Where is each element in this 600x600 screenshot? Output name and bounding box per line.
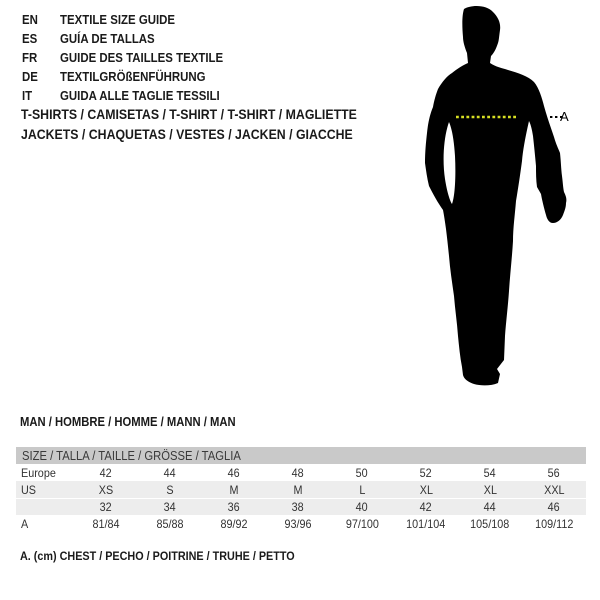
cell-text: 93/96 <box>284 516 312 531</box>
cell-text: 56 <box>547 465 561 480</box>
table-cell <box>138 517 202 531</box>
cell-text: 85/88 <box>156 516 184 531</box>
language-code-text: FR <box>22 50 38 65</box>
table-cell <box>394 466 458 480</box>
table-cell <box>266 466 330 480</box>
table-cell <box>522 500 586 514</box>
cell-text: 52 <box>419 465 433 480</box>
table-cell <box>138 483 202 497</box>
cell-text: M <box>229 482 239 497</box>
cell-text: 38 <box>291 500 305 514</box>
row-label-text: A <box>21 516 29 531</box>
cell-text: 89/92 <box>220 516 248 531</box>
row-label <box>16 500 74 514</box>
cell-text: 46 <box>547 500 561 514</box>
table-cell <box>522 466 586 480</box>
cell-text: XL <box>483 482 497 497</box>
table-cell <box>202 483 266 497</box>
cell-text: XXL <box>543 482 565 497</box>
table-cell <box>330 466 394 480</box>
size-table-header <box>16 447 586 464</box>
cell-text: 50 <box>355 465 369 480</box>
section-title-text: MAN / HOMBRE / HOMME / MANN / MAN <box>20 415 236 429</box>
table-cell <box>394 517 458 531</box>
language-row-en <box>22 10 245 29</box>
cell-text: XS <box>98 482 114 497</box>
row-label <box>16 483 74 497</box>
man-silhouette-figure <box>418 4 576 396</box>
category-line-jackets-text: JACKETS / CHAQUETAS / VESTES / JACKEN / GIACCHE <box>21 126 353 142</box>
cell-text: M <box>293 482 303 497</box>
cell-text: 105/108 <box>470 516 510 531</box>
measurement-footnote-text: A. (cm) CHEST / PECHO / POITRINE / TRUHE / PETTO <box>20 549 295 563</box>
category-line-tshirts-text: T-SHIRTS / CAMISETAS / T-SHIRT / T-SHIRT / MAGLIETTE <box>21 106 357 122</box>
table-cell <box>458 517 522 531</box>
language-row-it <box>22 86 245 105</box>
cell-text: 48 <box>291 465 305 480</box>
language-label: GUIDE DES TAILLES TEXTILE <box>60 50 224 65</box>
language-guide-list <box>22 10 245 105</box>
garment-categories <box>21 104 403 144</box>
table-row-chest-a <box>16 515 586 532</box>
measurement-footnote <box>20 549 325 563</box>
table-row-europe <box>16 464 586 481</box>
section-title-man <box>20 415 260 429</box>
cell-text: 42 <box>419 500 433 514</box>
table-cell <box>458 466 522 480</box>
language-code <box>22 50 60 65</box>
table-cell <box>330 483 394 497</box>
size-table <box>16 447 586 532</box>
cell-text: 40 <box>355 500 369 514</box>
table-cell <box>202 517 266 531</box>
table-cell <box>202 466 266 480</box>
table-cell <box>74 466 138 480</box>
table-cell <box>394 483 458 497</box>
language-code <box>22 88 60 103</box>
cell-text: 44 <box>483 500 497 514</box>
table-cell <box>138 500 202 514</box>
table-cell <box>138 466 202 480</box>
language-code <box>22 31 60 46</box>
size-table-header-text: SIZE / TALLA / TAILLE / GRÖSSE / TAGLIA <box>22 448 241 463</box>
language-label: GUÍA DE TALLAS <box>60 31 155 46</box>
cell-text: L <box>358 482 366 497</box>
cell-text: 36 <box>227 500 241 514</box>
language-code-text: IT <box>22 88 33 103</box>
language-code-text: ES <box>22 31 38 46</box>
cell-text: 46 <box>227 465 241 480</box>
table-cell <box>74 483 138 497</box>
man-silhouette-svg <box>418 4 576 396</box>
man-body-shape <box>425 6 566 385</box>
language-label: TEXTILE SIZE GUIDE <box>60 12 176 27</box>
language-row-de <box>22 67 245 86</box>
row-label-text: US <box>21 482 37 497</box>
cell-text: 42 <box>99 465 113 480</box>
table-cell <box>74 500 138 514</box>
table-cell <box>458 500 522 514</box>
row-label <box>16 517 74 531</box>
table-cell <box>266 517 330 531</box>
cell-text: 109/112 <box>534 516 574 531</box>
language-row-fr <box>22 48 245 67</box>
cell-text: 34 <box>163 500 177 514</box>
cell-text: 44 <box>163 465 177 480</box>
cell-text: 32 <box>99 500 113 514</box>
measure-label-a: A <box>560 109 569 124</box>
language-row-es <box>22 29 245 48</box>
cell-text: 54 <box>483 465 497 480</box>
cell-text: 81/84 <box>92 516 120 531</box>
language-label: TEXTILGRÖßENFÜHRUNG <box>60 69 206 84</box>
language-code-text: DE <box>22 69 38 84</box>
language-code <box>22 69 60 84</box>
table-cell <box>330 500 394 514</box>
language-code <box>22 12 60 27</box>
table-cell <box>202 500 266 514</box>
cell-text: XL <box>419 482 433 497</box>
table-cell <box>522 483 586 497</box>
table-cell <box>330 517 394 531</box>
language-label: GUIDA ALLE TAGLIE TESSILI <box>60 88 220 103</box>
table-cell <box>266 483 330 497</box>
table-row-us <box>16 481 586 498</box>
table-cell <box>522 517 586 531</box>
table-row-us-numeric <box>16 498 586 515</box>
cell-text: S <box>166 482 174 497</box>
row-label-text: Europe <box>21 465 56 480</box>
table-cell <box>458 483 522 497</box>
table-cell <box>394 500 458 514</box>
table-cell <box>74 517 138 531</box>
table-cell <box>266 500 330 514</box>
language-code-text: EN <box>22 12 38 27</box>
cell-text: 97/100 <box>345 516 379 531</box>
cell-text: 101/104 <box>406 516 446 531</box>
category-line-jackets <box>21 124 403 144</box>
row-label <box>16 466 74 480</box>
category-line-tshirts <box>21 104 403 124</box>
